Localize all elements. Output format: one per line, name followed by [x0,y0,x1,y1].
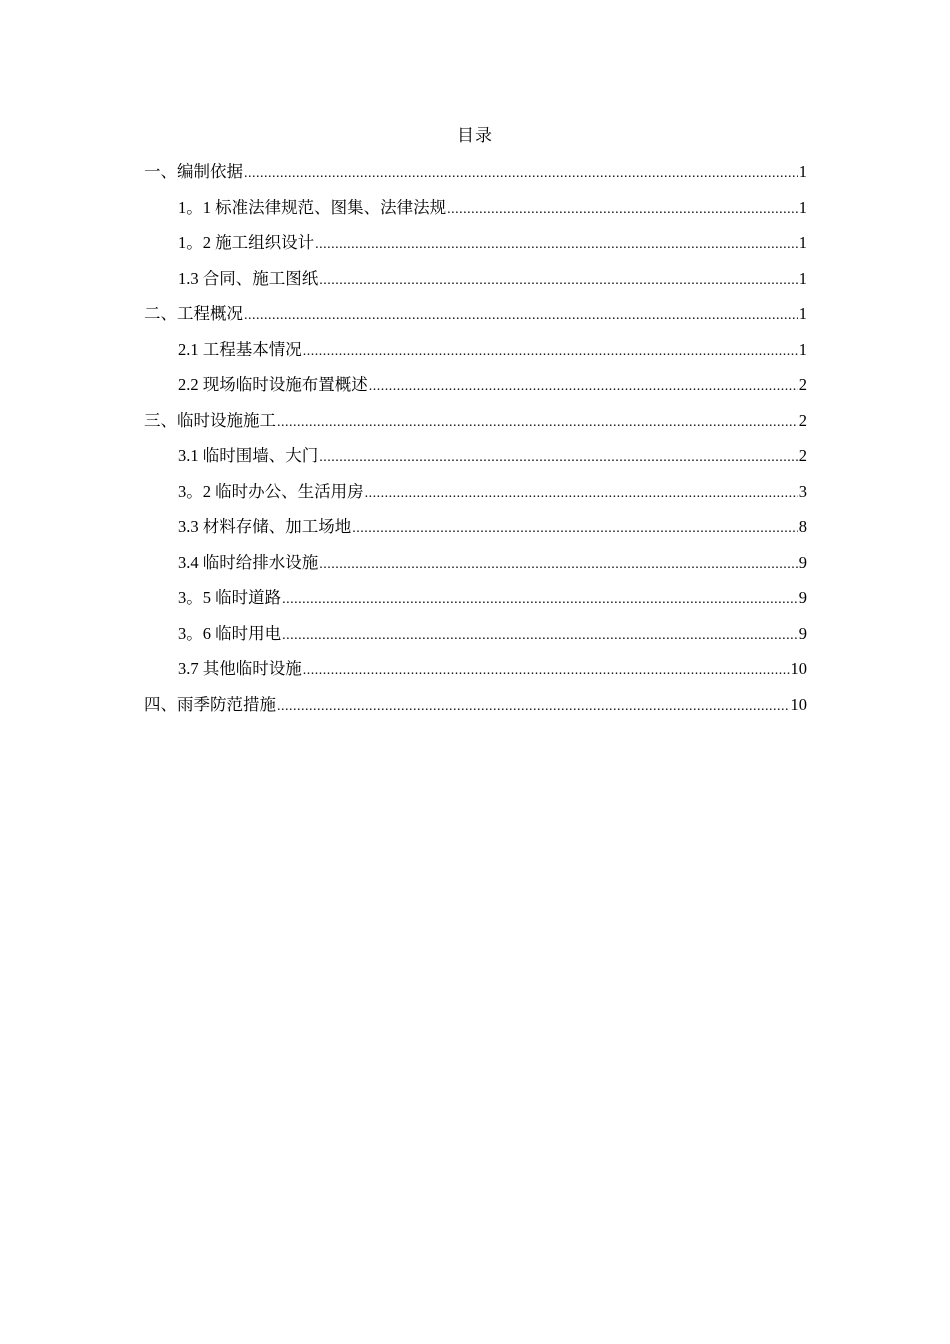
toc-section-entry[interactable] [144,407,807,443]
toc-page-number: 10 [790,694,807,714]
toc-entry-title: 1.3 合同、施工图纸 [178,268,319,288]
toc-subsection-entry[interactable] [144,442,807,478]
toc-entry-title: 3。5 临时道路 [178,588,282,607]
toc-dot-leader [244,160,798,187]
toc-dot-leader [303,338,798,365]
toc-entry-title: 四、雨季防范措施 [144,694,276,714]
toc-subsection-entry[interactable] [144,371,807,407]
toc-dot-leader [315,231,798,258]
toc-subsection-entry[interactable] [144,265,807,301]
toc-subsection-entry[interactable] [144,229,807,265]
toc-subsection-entry[interactable] [144,336,807,372]
toc-section-entry[interactable] [144,300,807,336]
toc-dot-leader [282,622,798,649]
toc-page-number: 9 [798,552,807,572]
toc-title: 目录 [457,126,493,145]
toc-entry-title: 二、工程概况 [144,304,243,323]
toc-page-number: 1 [798,268,807,288]
toc-entry-title: 2.2 现场临时设施布置概述 [178,375,368,394]
toc-section-entry[interactable] [144,691,807,727]
toc-page-number: 3 [798,481,807,501]
toc-page-number: 1 [798,233,807,252]
toc-subsection-entry[interactable] [144,549,807,585]
toc-dot-leader [303,657,790,684]
toc-page-number: 2 [798,375,807,394]
toc-page-number: 10 [790,659,807,678]
toc-dot-leader [352,515,798,542]
toc-page-number: 9 [798,588,807,607]
toc-entry-title: 1。1 标准法律规范、图集、法律法规 [178,197,447,217]
toc-entry-title: 一、编制依据 [144,162,243,181]
toc-dot-leader [365,480,798,507]
toc-page-number: 2 [798,410,807,430]
toc-entry-title: 1。2 施工组织设计 [178,233,315,252]
toc-page-number: 1 [798,162,807,181]
toc-page-number: 1 [798,339,807,359]
toc-subsection-entry[interactable] [144,584,807,620]
toc-subsection-entry[interactable] [144,513,807,549]
toc-subsection-entry[interactable] [144,194,807,230]
toc-page-number: 8 [798,517,807,536]
toc-page-number: 2 [798,446,807,465]
toc-dot-leader [319,444,798,471]
toc-page-number: 1 [798,197,807,217]
toc-entry-title: 3。6 临时用电 [178,623,282,643]
toc-page-number: 9 [798,623,807,643]
toc-entry-title: 3.4 临时给排水设施 [178,552,319,572]
toc-dot-leader [277,693,790,720]
table-of-contents [144,158,807,726]
toc-dot-leader [319,551,798,578]
toc-subsection-entry[interactable] [144,655,807,691]
toc-dot-leader [244,302,798,329]
toc-dot-leader [369,373,798,400]
toc-dot-leader [282,586,798,613]
toc-entry-title: 3.3 材料存储、加工场地 [178,517,352,536]
toc-entry-title: 3。2 临时办公、生活用房 [178,481,364,501]
toc-dot-leader [319,267,798,294]
toc-subsection-entry[interactable] [144,620,807,656]
toc-entry-title: 3.7 其他临时设施 [178,659,302,678]
toc-dot-leader [447,196,798,223]
toc-dot-leader [277,409,798,436]
toc-entry-title: 三、临时设施施工 [144,410,276,430]
toc-section-entry[interactable] [144,158,807,194]
toc-page-number: 1 [798,304,807,323]
toc-entry-title: 2.1 工程基本情况 [178,339,302,359]
toc-entry-title: 3.1 临时围墙、大门 [178,446,319,465]
toc-subsection-entry[interactable] [144,478,807,514]
